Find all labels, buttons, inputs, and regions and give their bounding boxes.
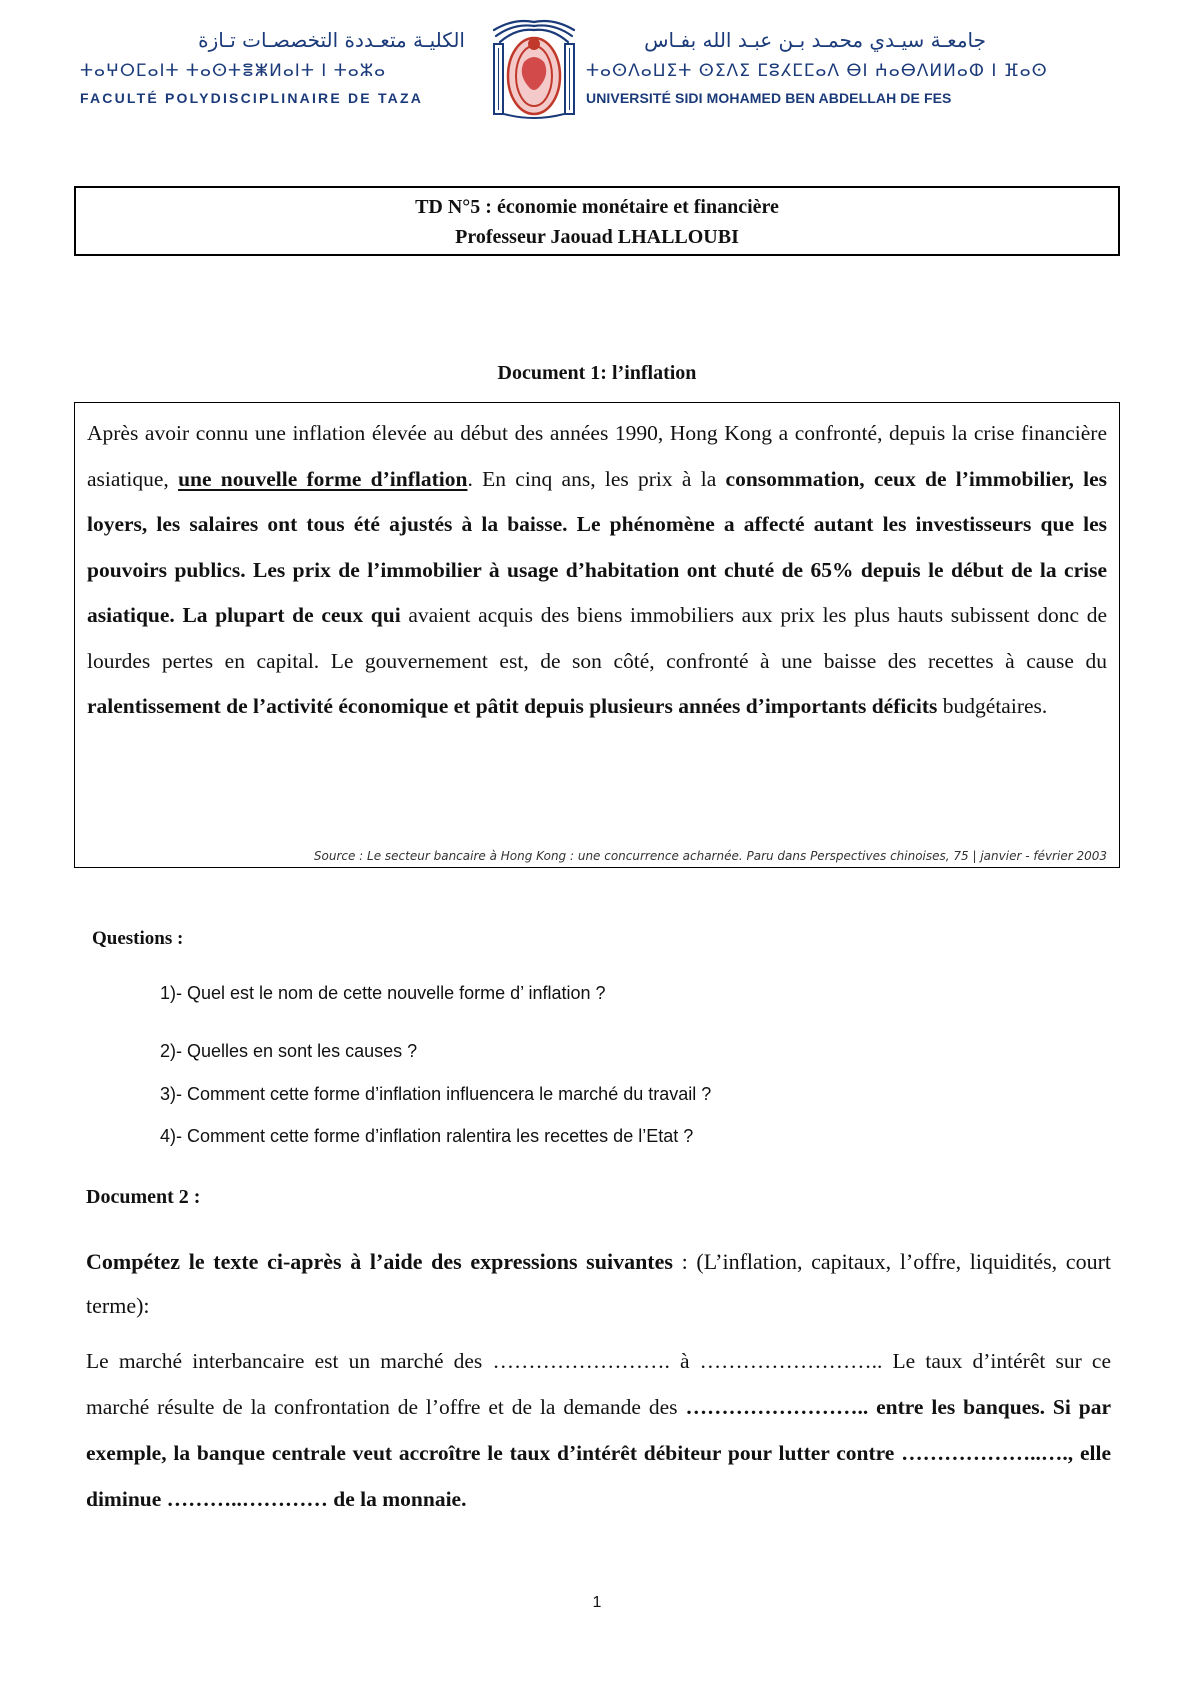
document1-box xyxy=(74,402,1120,868)
question-1: 1)- Quel est le nom de cette nouvelle forme d’ inflation ? xyxy=(160,983,606,1003)
document2-instruction-rest: : (L’inflation, capitaux, l’offre, liquidités, court terme): xyxy=(86,1249,1112,1318)
page-number: 1 xyxy=(592,1594,602,1611)
header-right-block xyxy=(586,28,1048,108)
document1-highlight: une nouvelle forme d’inflation xyxy=(178,466,468,491)
question-3: 3)- Comment cette forme d’inflation influencera le marché du travail ? xyxy=(160,1084,712,1104)
document2-text xyxy=(86,1338,1111,1522)
university-name-tifinagh: ⵜⴰⵙⴷⴰⵡⵉⵜ ⵙⵉⴷⵉ ⵎⵓⵃⵎⵎⴰⴷ ⴱⵏ ⵄⴰⴱⴷⵍⵍⴰⵀ ⵏ ⴼⴰⵙ xyxy=(586,61,1048,81)
questions-title: Questions : xyxy=(92,928,184,949)
document1-text-part4: avaient acquis des biens immobiliers aux prix les plus hauts subissent donc de lourdes pertes en capital. Le gouvernement est, de son côté, confronté à une baisse des recettes à cause du xyxy=(87,603,1107,673)
document1-text-part3: consommation, ceux de l’immobilier, les loyers, les salaires ont tous été ajustés à la baisse. Le phénomène a affecté autant les investisseurs que les pouvoirs publics. Les prix de l’immobilier à usage d’habitation ont chuté de 65% depuis le début de la crise asiatique. La plupart de ceux qui xyxy=(87,466,1107,627)
document1-source: Source : Le secteur bancaire à Hong Kong : une concurrence acharnée. Paru dans Perspectives chinoises, 75 | janvier - février 2003 xyxy=(313,849,1107,863)
document2-instruction-bold: Compétez le texte ci-après à l’aide des expressions suivantes xyxy=(86,1249,673,1274)
university-name-arabic: جامعـة سيـدي محمـد بـن عبـد الله بفـاس xyxy=(644,28,986,52)
document1-text-part6: budgétaires. xyxy=(942,694,1048,718)
university-emblem-icon xyxy=(484,14,584,124)
document2-title: Document 2 : xyxy=(86,1186,201,1208)
question-4: 4)- Comment cette forme d’inflation ralentira les recettes de l’Etat ? xyxy=(160,1126,694,1146)
faculty-name-french: FACULTÉ POLYDISCIPLINAIRE DE TAZA xyxy=(80,90,424,106)
td-title: TD N°5 : économie monétaire et financière xyxy=(415,196,779,218)
document2-text-part2: …………………….. entre les banques. Si par exemple, la banque centrale veut accroître le taux d’intérêt débiteur pour lutter contre ………………..…., elle diminue ………..………… de la monnaie. xyxy=(86,1395,1111,1511)
question-2: 2)- Quelles en sont les causes ? xyxy=(160,1041,418,1061)
professor-name: Professeur Jaouad LHALLOUBI xyxy=(455,226,739,248)
document1-text-part2: . En cinq ans, les prix à la xyxy=(467,466,726,491)
header-left-block xyxy=(80,28,480,108)
faculty-name-arabic: الكليـة متعـددة التخصصـات تـازة xyxy=(198,28,465,52)
document1-text-part5: ralentissement de l’activité économique et pâtit depuis plusieurs années d’importants déficits xyxy=(87,694,943,718)
document1-text-part1: Après avoir connu une inflation élevée au début des années 1990, Hong Kong a confronté, depuis la crise financière asiatique, xyxy=(87,421,1107,491)
document1-title: Document 1: l’inflation xyxy=(497,362,697,384)
university-name-french: UNIVERSITÉ SIDI MOHAMED BEN ABDELLAH DE FES xyxy=(586,90,952,106)
document1-text xyxy=(87,411,1107,730)
document2-text-part1: Le marché interbancaire est un marché des ……………………. à …………………….. Le taux d’intérêt sur ce marché résulte de la confrontation de l’offre et de la demande des xyxy=(86,1349,1111,1419)
document2-instruction xyxy=(86,1240,1111,1328)
td-title-box xyxy=(74,186,1120,256)
faculty-name-tifinagh: ⵜⴰⵖⵔⵎⴰⵏⵜ ⵜⴰⵙⵜⴻⵥⵍⴰⵏⵜ ⵏ ⵜⴰⵣⴰ xyxy=(80,61,387,81)
